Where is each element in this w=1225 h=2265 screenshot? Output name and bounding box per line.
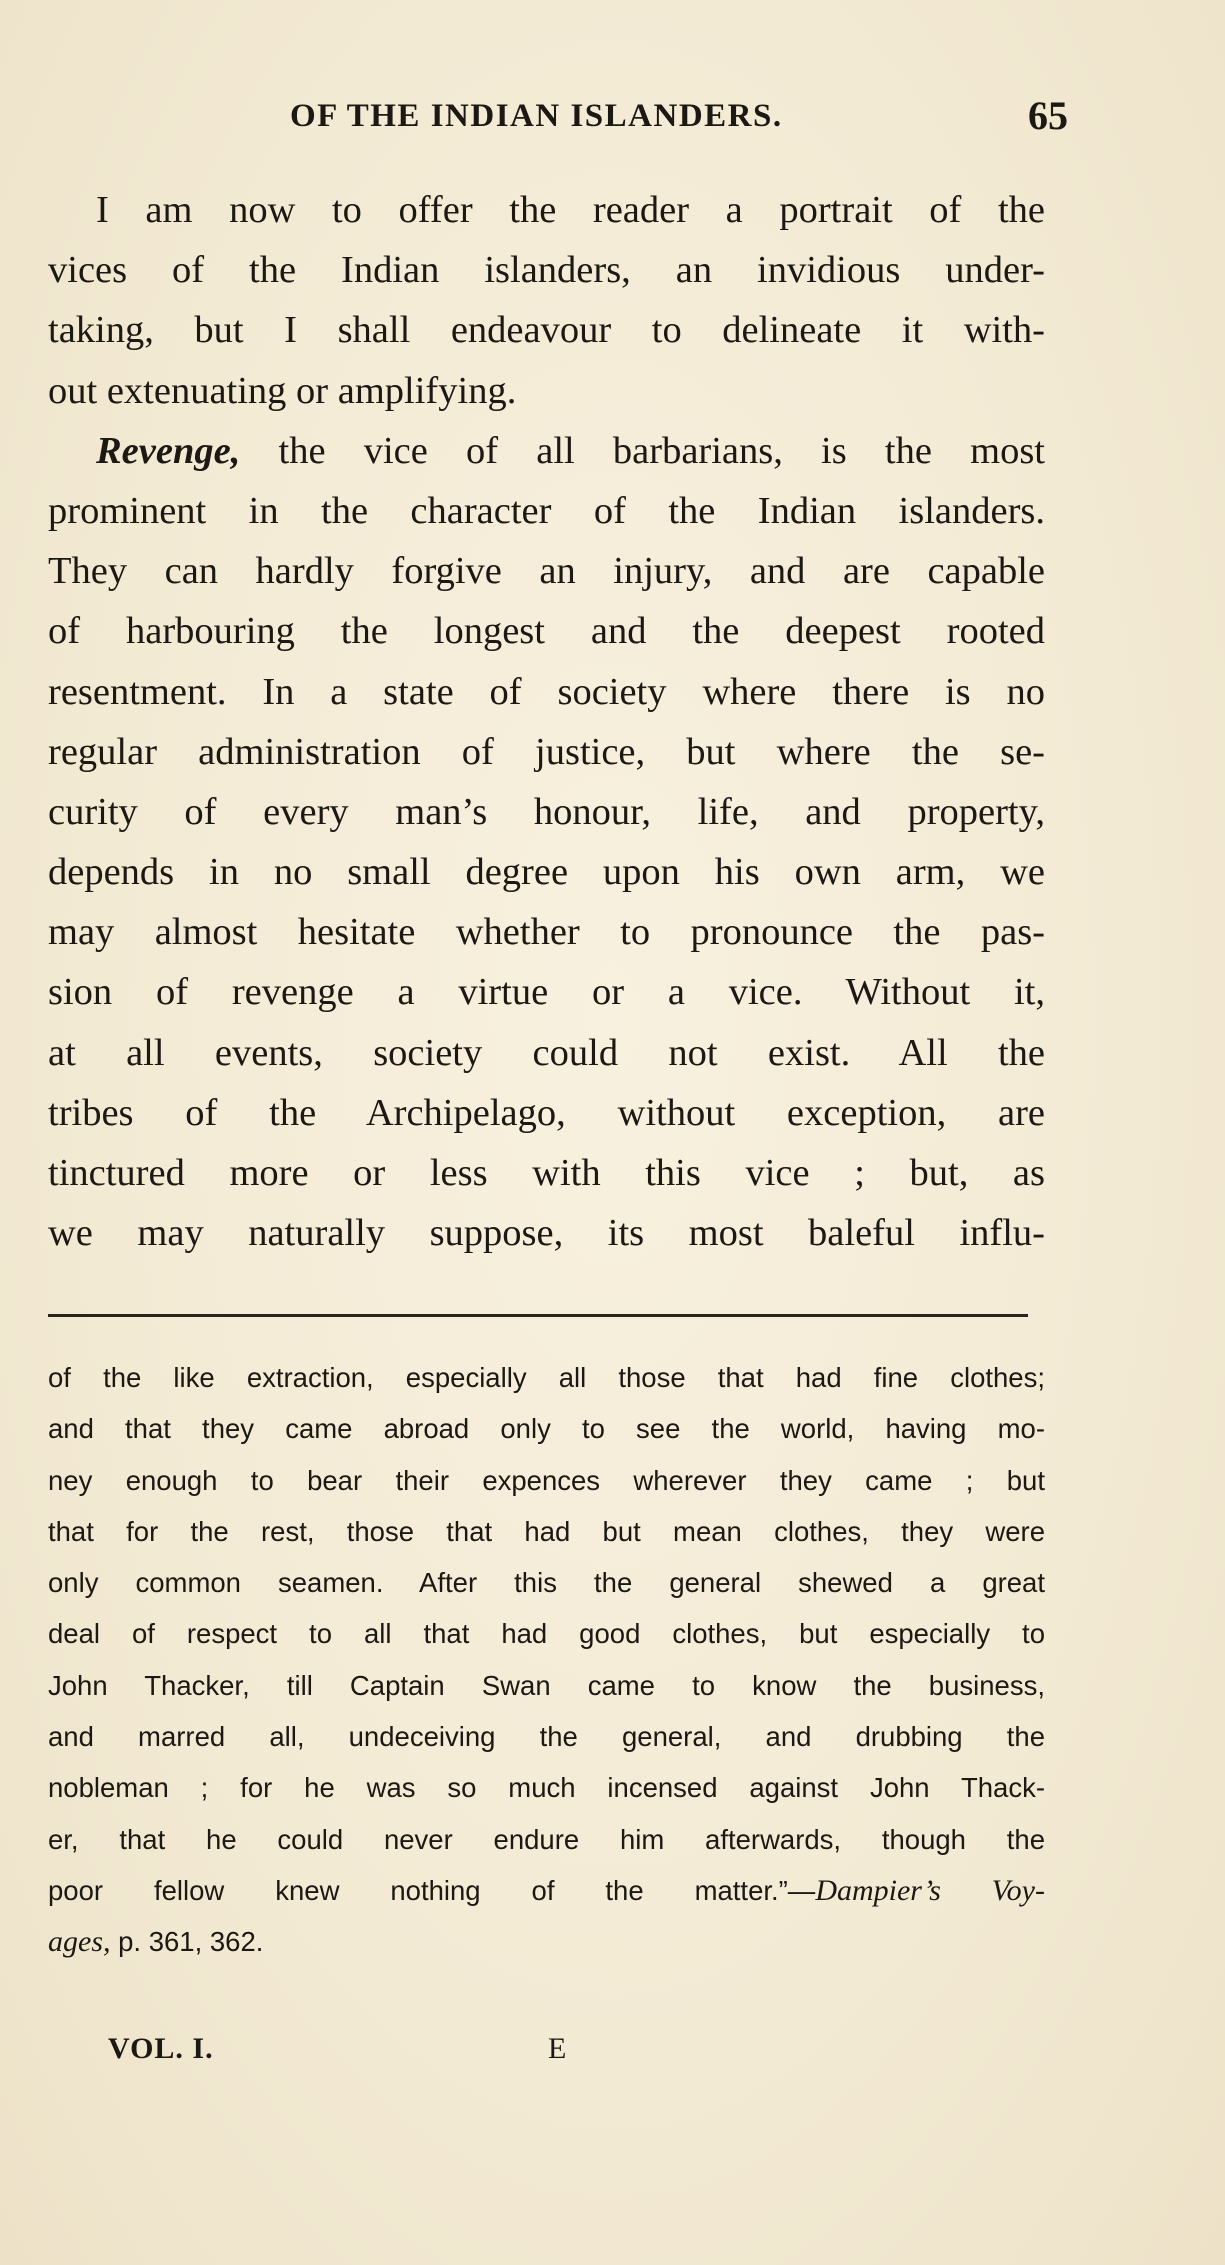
citation-title-end: ages, xyxy=(48,1925,111,1959)
page-number: 65 xyxy=(1028,93,1068,138)
citation-pages: p. 361, 362. xyxy=(110,1926,264,1958)
body-line: curity of every man’s honour, life, and property, xyxy=(48,790,1045,833)
body-line: They can hardly forgive an injury, and are capable xyxy=(48,550,1045,593)
citation-title: Dampier’s Voy- xyxy=(815,1873,1045,1907)
body-line: at all events, society could not exist. All the xyxy=(48,1031,1045,1074)
footnote-line: er, that he could never endure him afterwards, though the xyxy=(48,1823,1045,1855)
footnote-line: that for the rest, those that had but mean clothes, they were xyxy=(48,1515,1045,1547)
body-line: we may naturally suppose, its most baleful influ- xyxy=(48,1212,1045,1255)
footnote-line-citation-end xyxy=(48,1916,1045,1967)
footnote-line: deal of respect to all that had good clothes, but especially to xyxy=(48,1618,1045,1650)
body-line: tinctured more or less with this vice ; but, as xyxy=(48,1152,1045,1194)
body-line: regular administration of justice, but where the se- xyxy=(48,730,1045,773)
body-line-paragraph-start xyxy=(48,421,1045,481)
footnote-line: John Thacker, till Captain Swan came to know the business, xyxy=(48,1669,1045,1701)
footnote-line-start: poor fellow knew nothing of the matter.”— xyxy=(48,1874,816,1906)
footnote-line-citation xyxy=(48,1865,1045,1916)
footnote-line: of the like extraction, especially all those that had fine clothes; xyxy=(48,1362,1045,1393)
volume-signature: VOL. I. xyxy=(108,2032,214,2065)
body-line: I am now to offer the reader a portrait of the xyxy=(96,189,1045,231)
footnote xyxy=(48,1352,1045,1968)
body-line: of harbouring the longest and the deepest rooted xyxy=(48,610,1045,653)
running-head xyxy=(48,92,1068,138)
footnote-line: only common seamen. After this the general shewed a great xyxy=(48,1567,1045,1599)
body-line: may almost hesitate whether to pronounce the pas- xyxy=(48,911,1045,954)
body-line: prominent in the character of the Indian islanders. xyxy=(48,489,1045,532)
footnote-line: and marred all, undeceiving the general, and drubbing the xyxy=(48,1721,1045,1753)
footnote-line: and that they came abroad only to see the world, having mo- xyxy=(48,1413,1045,1445)
footnote-divider xyxy=(48,1314,1028,1317)
body-line-rest: the vice of all barbarians, is the most xyxy=(240,429,1045,472)
signature-mark: E xyxy=(548,2032,567,2065)
running-title: OF THE INDIAN ISLANDERS. xyxy=(290,98,783,134)
footnote-line: nobleman ; for he was so much incensed against John Thack- xyxy=(48,1772,1045,1804)
body-line: resentment. In a state of society where there is no xyxy=(48,670,1045,713)
body-line: vices of the Indian islanders, an invidious under- xyxy=(48,249,1045,292)
emphasized-word: Revenge, xyxy=(96,429,241,472)
body-text xyxy=(48,180,1045,1263)
body-line: taking, but I shall endeavour to delineate it with- xyxy=(48,309,1045,352)
body-line: out extenuating or amplifying. xyxy=(48,369,517,412)
footnote-line: ney enough to bear their expences wherever they came ; but xyxy=(48,1464,1045,1496)
body-line: tribes of the Archipelago, without exception, are xyxy=(48,1091,1045,1134)
body-line: depends in no small degree upon his own arm, we xyxy=(48,851,1045,894)
body-line: sion of revenge a virtue or a vice. Without it, xyxy=(48,971,1045,1014)
